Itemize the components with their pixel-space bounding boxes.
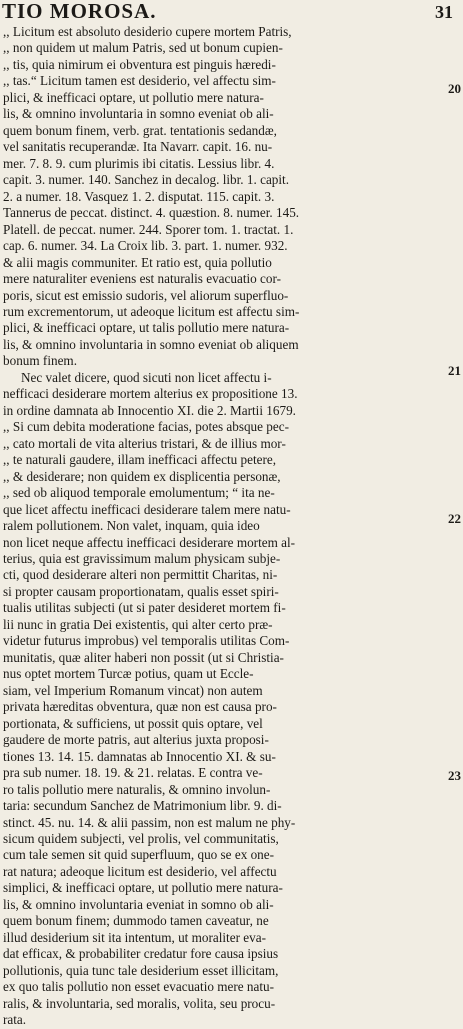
text-line: Platell. de peccat. numer. 244. Sporer tom. 1. tractat. 1. [3,221,294,237]
text-line: lii nunc in gratia Dei existentis, qui alter certo præ- [3,616,273,632]
text-line: nefficaci desiderare mortem alterius ex propositione 13. [3,386,298,402]
text-line: bonum finem. [3,353,77,369]
text-line: Nec valet dicere, quod sicuti non licet affectu i- [21,369,272,385]
text-line: poris, sicut est emissio sudoris, vel aliorum superfluo- [3,287,289,303]
text-line: terius, quia est gravissimum malum physicam subje- [3,551,281,566]
text-line: munitatis, quæ aliter haberi non possit (ut si Christia- [3,649,284,665]
page-header [0,0,463,22]
text-line: ,, sed ob aliquod temporale emolumentum; “ ita ne- [3,485,275,501]
text-line: cum tale semen sit quid superfluum, quo se ex one- [3,847,275,863]
text-line: ro talis pollutio mere naturalis, & omnino involun- [3,781,271,797]
text-line: tualis utilitas subjecti (ut si pater desideret mortem fi- [3,600,286,616]
text-line: gaudere de morte patris, aut alterius juxta proposi- [3,732,269,748]
text-line: non licet neque affectu inefficaci desiderare mortem al- [3,534,296,550]
text-line: lis, & omnino involuntaria in somno eveniat ob ali- [3,106,274,122]
text-line: si propter causam proportionatam, qualis esset spiri- [3,583,279,599]
text-line: mer. 7. 8. 9. cum plurimis ibi citatis. Lessius libr. 4. [3,155,275,171]
text-line: nus optet mortem Turcæ potius, quam ut Eccle- [3,666,254,682]
page-number: 31 [435,2,453,22]
text-line: sicum quidem subjecti, vel prolis, vel communitatis, [3,830,279,846]
text-line: ex quo talis pollutio non esset evacuatio mere natu- [3,979,275,995]
margin-number: 22 [448,511,461,526]
text-line: ralis, & involuntaria, sed moralis, volita, seu procu- [3,995,276,1011]
text-line: capit. 3. numer. 140. Sanchez in decalog. libr. 1. capit. [3,172,290,188]
text-line: plici, & inefficaci optare, ut pollutio mere natura- [3,89,264,105]
text-line: rum excrementorum, ut adeoque licitum est affectu sim- [3,303,300,319]
body-text [3,24,440,1029]
text-line: vel sanitatis recuperandæ. Ita Navarr. capit. 16. nu- [3,139,273,155]
text-line: quem bonum finem, verb. grat. tentationis sedandæ, [3,122,277,138]
text-line: in ordine damnata ab Innocentio XI. die 2. Martii 1679. [3,402,296,418]
text-line: ,, & desiderare; non quidem ex displicentia personæ, [3,468,281,484]
text-line: taria: secundum Sanchez de Matrimonium libr. 9. di- [3,798,282,814]
text-line: mere naturaliter eveniens est naturalis evacuatio cor- [3,271,282,287]
text-line: ,, non quidem ut malum Patris, sed ut bonum cupien- [3,40,283,56]
text-line: cti, quod desiderare alteri non permittit Charitas, ni- [3,567,278,583]
text-line: ralem pollutionem. Non valet, inquam, quia ideo [3,518,260,534]
text-line: que licet affectu inefficaci desiderare talem mere natu- [3,501,291,517]
text-line: tiones 13. 14. 15. damnatas ab Innocentio XI. & su- [3,748,276,764]
text-line: privata hæreditas obventura, quæ non est causa pro- [3,699,277,715]
text-line: rata. [3,1012,27,1028]
text-line: dat efficax, & probabiliter credatur fore causa ipsius [3,946,279,962]
text-line: ,, te naturali gaudere, illam inefficaci affectu petere, [3,452,277,468]
text-line: simplici, & inefficaci optare, ut pollutio mere natura- [3,880,283,896]
text-line: ,, tas.“ Licitum tamen est desiderio, vel affectu sim- [3,73,276,89]
text-line: ,, Si cum debita moderatione facias, potes absque pec- [3,419,289,435]
text-line: plici, & inefficaci optare, ut talis pollutio mere natura- [3,320,290,336]
text-line: ,, cato mortali de vita alterius tristari, & de illius mor- [3,435,286,451]
text-line: quem bonum finem; dummodo tamen caveatur, ne [3,913,269,929]
text-line: portionata, & sufficiens, ut possit quis optare, vel [3,715,263,731]
running-title: TIO MOROSA. [2,0,157,23]
text-line: lis, & omnino involuntaria in somno eveniat ob aliquem [3,336,299,352]
margin-number: 23 [448,768,461,783]
text-line: & alii magis communiter. Et ratio est, quia pollutio [3,254,272,270]
text-line: Tannerus de peccat. distinct. 4. quæstion. 8. numer. 145. [3,205,300,221]
margin-number: 20 [448,81,461,96]
text-line: ,, tis, quia nimirum ei obventura est pinguis hæredi- [3,56,276,72]
text-line: illud desiderium sit ita intentum, ut moraliter eva- [3,929,266,945]
text-line: lis, & omnino involuntaria eveniat in somno ob ali- [3,896,274,912]
text-line: cap. 6. numer. 34. La Croix lib. 3. part. 1. numer. 932. [3,238,288,254]
text-line: pollutionis, quia tunc tale desiderium esset illicitam, [3,962,279,978]
text-line: ,, Licitum est absoluto desiderio cupere mortem Patris, [3,24,292,39]
margin-number: 21 [448,363,461,378]
text-line: siam, vel Imperium Romanum vincat) non autem [3,682,263,698]
text-line: rat natura; adeoque licitum est desiderio, vel affectu [3,863,277,879]
text-line: pra sub numer. 18. 19. & 21. relatas. E contra ve- [3,765,263,781]
text-line: 2. a numer. 18. Vasquez 1. 2. disputat. 115. capit. 3. [3,188,275,204]
text-line: videtur futurus improbus) vel temporalis utilitas Com- [3,633,290,649]
text-line: stinct. 45. nu. 14. & alii passim, non est malum ne phy- [3,814,296,830]
